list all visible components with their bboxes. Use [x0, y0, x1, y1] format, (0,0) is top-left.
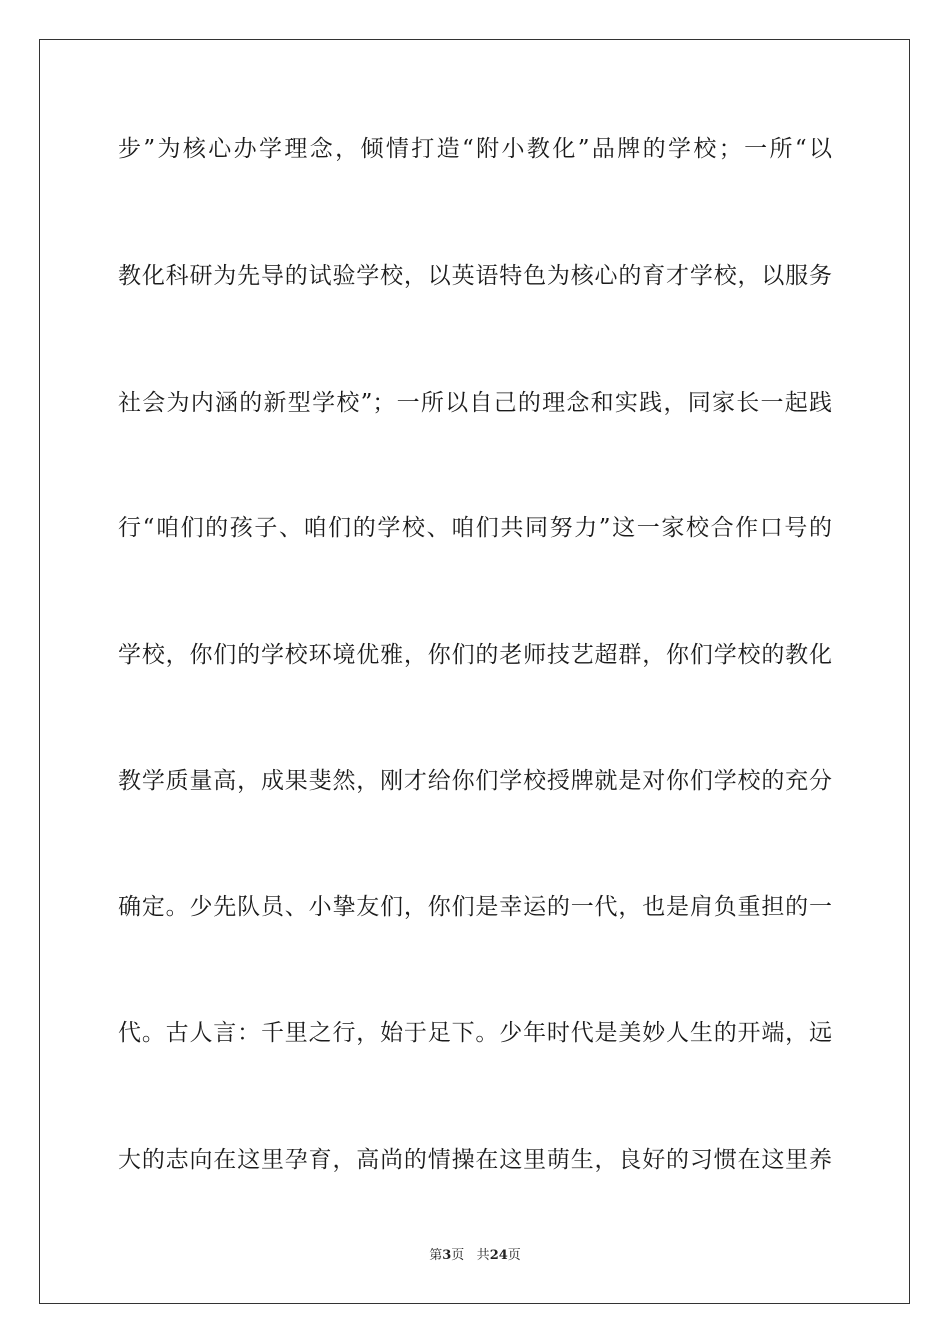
total-pages: 24: [489, 1248, 508, 1263]
paragraph-line-6: 教学质量高，成果斐然，刚才给你们学校授牌就是对你们学校的充分: [118, 768, 832, 794]
paragraph-line-3: 社会为内涵的新型学校”；一所以自己的理念和实践，同家长一起践: [118, 390, 832, 416]
paragraph-line-7: 确定。少先队员、小挚友们，你们是幸运的一代，也是肩负重担的一: [118, 894, 832, 920]
total-prefix: 共: [476, 1248, 490, 1263]
page-border: [39, 39, 910, 1304]
page-number: 3: [442, 1248, 452, 1263]
paragraph-line-4: 行“咱们的孩子、咱们的学校、咱们共同努力”这一家校合作口号的: [118, 515, 832, 541]
page-prefix: 第: [429, 1248, 443, 1263]
paragraph-line-1: 步”为核心办学理念，倾情打造“附小教化”品牌的学校；一所“以: [118, 136, 832, 162]
paragraph-line-2: 教化科研为先导的试验学校，以英语特色为核心的育才学校，以服务: [118, 263, 832, 289]
total-suffix: 页: [507, 1248, 521, 1263]
paragraph-line-9: 大的志向在这里孕育，高尚的情操在这里萌生，良好的习惯在这里养: [118, 1147, 832, 1173]
page-suffix: 页: [451, 1248, 465, 1263]
paragraph-line-8: 代。古人言：千里之行，始于足下。少年时代是美妙人生的开端，远: [118, 1020, 832, 1046]
paragraph-line-5: 学校，你们的学校环境优雅，你们的老师技艺超群，你们学校的教化: [118, 642, 832, 668]
page-footer: [0, 1247, 950, 1265]
